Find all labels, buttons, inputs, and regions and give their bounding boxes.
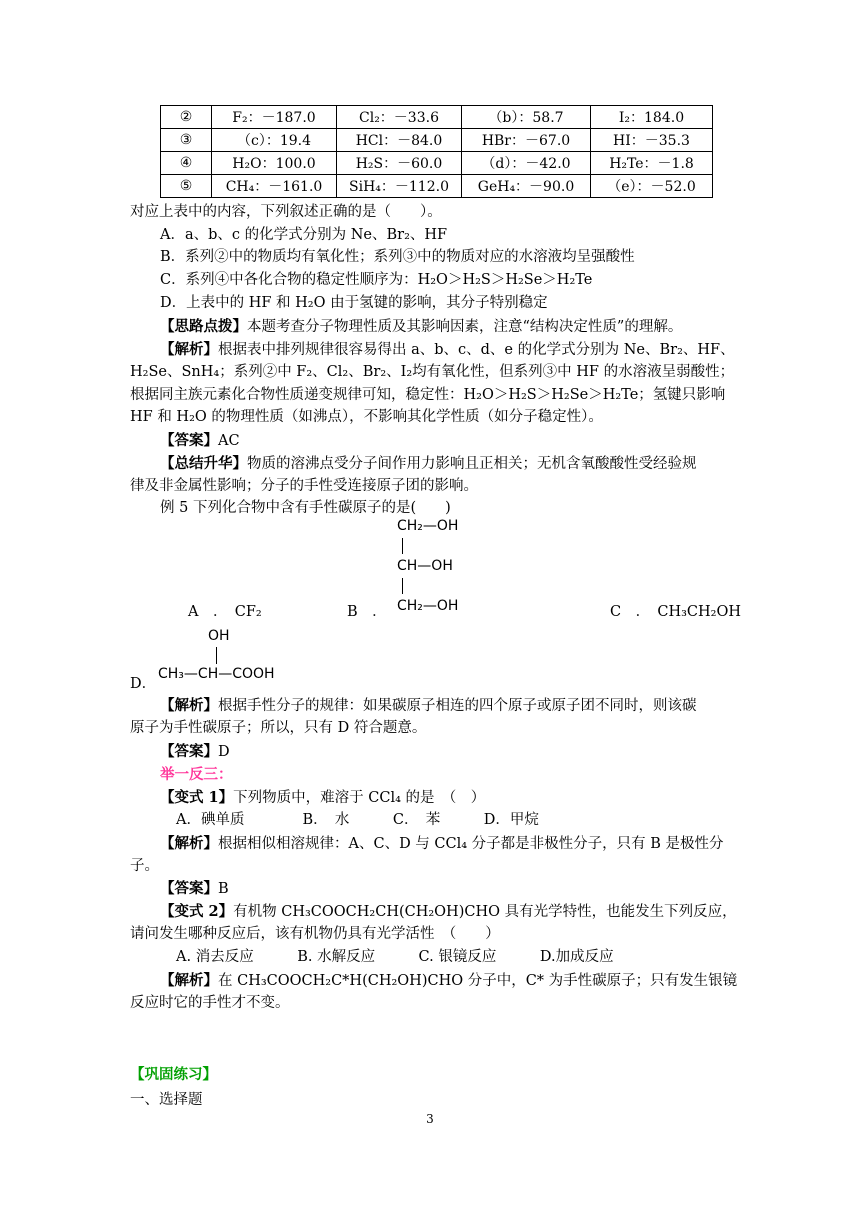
analysis-text: 在 CH₃COOCH₂C*H(CH₂OH)CHO 分子中，C* 为手性碳原子；只有发生银镜 xyxy=(218,973,738,989)
series-index-cell: ⑤ xyxy=(161,175,212,198)
table-cell: SiH₄：－112.0 xyxy=(337,175,462,198)
v1-stem xyxy=(160,786,735,810)
option-c-formula: CH₃CH₂OH xyxy=(657,604,741,620)
analysis-tag: 【解析】 xyxy=(160,697,218,714)
table-cell: Cl₂：－33.6 xyxy=(337,106,462,129)
practice-subtitle: 一、选择题 xyxy=(130,1092,203,1108)
q4-summary-line2: 律及非金属性影响；分子的手性受连接原子团的影响。 xyxy=(130,478,478,494)
table-cell: HCl：－84.0 xyxy=(337,129,462,152)
v1-answer xyxy=(160,877,735,901)
summary-tag: 【总结升华】 xyxy=(160,455,247,472)
table-cell: H₂O：100.0 xyxy=(212,152,337,175)
table-cell: （d）：－42.0 xyxy=(462,152,591,175)
table-row xyxy=(161,106,713,129)
summary-text: 物质的溶沸点受分子间作用力影响且正相关；无机含氧酸酸性受经验规 xyxy=(247,456,697,472)
answer-text: AC xyxy=(218,433,240,449)
q5-answer xyxy=(160,740,735,764)
table-cell: I₂：184.0 xyxy=(591,106,713,129)
q5-analysis-line2: 原子为手性碳原子；所以，只有 D 符合题意。 xyxy=(130,720,427,736)
analysis-text: 根据相似相溶规律：A、C、D 与 CCl₄ 分子都是非极性分子，只有 B 是极性分 xyxy=(218,836,724,852)
table-row xyxy=(161,152,713,175)
v2-tag: 【变式 2】 xyxy=(160,903,234,920)
answer-tag: 【答案】 xyxy=(160,880,218,897)
page-number: 3 xyxy=(426,1112,434,1126)
q4-stem: 对应上表中的内容，下列叙述正确的是（ ）。 xyxy=(130,204,442,220)
practice-title: 【巩固练习】 xyxy=(130,1066,217,1083)
q4-analysis-line4: HF 和 H₂O 的物理性质（如沸点），不影响其化学性质（如分子稳定性）。 xyxy=(130,409,603,425)
hydroxyl-group: OH xyxy=(208,628,230,644)
answer-tag: 【答案】 xyxy=(160,743,218,760)
q5-option-a xyxy=(188,600,262,621)
q5-option-b-label: B ． xyxy=(347,604,387,620)
series-index-cell: ② xyxy=(161,106,212,129)
q4-option-d: D．上表中的 HF 和 H₂O 由于氢键的影响，其分子特别稳定 xyxy=(160,295,548,311)
bond-vertical xyxy=(402,578,403,594)
answer-text: D xyxy=(218,744,230,760)
q4-option-a: A．a、b、c 的化学式分别为 Ne、Br₂、HF xyxy=(160,227,448,243)
section-title: 举一反三： xyxy=(160,766,233,783)
table-cell: CH₄：－161.0 xyxy=(212,175,337,198)
v1-tag: 【变式 1】 xyxy=(160,789,234,806)
table-row xyxy=(161,175,713,198)
q4-hint xyxy=(160,315,735,339)
answer-tag: 【答案】 xyxy=(160,432,218,449)
option-c-label: C ． xyxy=(610,604,643,620)
q5-stem: 例 5 下列化合物中含有手性碳原子的是( ) xyxy=(160,500,451,516)
bond-vertical xyxy=(402,538,403,554)
v1-options: A．碘单质 B． 水 C． 苯 D．甲烷 xyxy=(176,812,539,828)
table-cell: F₂：－187.0 xyxy=(212,106,337,129)
analysis-tag: 【解析】 xyxy=(160,972,218,989)
hint-text: 本题考查分子物理性质及其影响因素，注意“结构决定性质”的理解。 xyxy=(247,319,683,335)
q4-analysis-line2: H₂Se、SnH₄；系列②中 F₂、Cl₂、Br₂、I₂均有氧化性，但系列③中 HF 的水溶液呈弱酸性； xyxy=(130,364,735,380)
q4-option-c: C．系列④中各化合物的稳定性顺序为：H₂O＞H₂S＞H₂Se＞H₂Te xyxy=(160,272,593,288)
option-a-formula: CF₂ xyxy=(234,604,262,620)
v1-analysis-line1 xyxy=(160,832,735,856)
v1-analysis-line2: 子。 xyxy=(130,858,159,874)
table-cell: GeH₄：－90.0 xyxy=(462,175,591,198)
table-cell: H₂S：－60.0 xyxy=(337,152,462,175)
glycerol-line2: CH—OH xyxy=(397,558,453,574)
table-cell: （e）：－52.0 xyxy=(591,175,713,198)
v2-options: A. 消去反应 B. 水解反应 C. 银镜反应 D.加成反应 xyxy=(176,949,614,965)
series-index-cell: ④ xyxy=(161,152,212,175)
q5-option-c xyxy=(610,600,741,621)
answer-text: B xyxy=(218,881,229,897)
v2-stem-text: 有机物 CH₃COOCH₂CH(CH₂OH)CHO 具有光学特性，也能发生下列反应， xyxy=(233,904,737,920)
q4-analysis-line3: 根据同主族元素化合物性质递变规律可知，稳定性：H₂O＞H₂S＞H₂Se＞H₂Te；氢键只影响 xyxy=(130,387,726,403)
hint-tag: 【思路点拨】 xyxy=(160,318,247,335)
q4-summary-line1 xyxy=(160,452,735,476)
boiling-point-table xyxy=(160,105,713,198)
q5-option-d-label: D． xyxy=(130,676,157,692)
series-index-cell: ③ xyxy=(161,129,212,152)
v2-stem-line1 xyxy=(160,900,735,924)
v2-analysis-line1 xyxy=(160,969,738,993)
table-row xyxy=(161,129,713,152)
table-cell: HBr：－67.0 xyxy=(462,129,591,152)
analysis-tag: 【解析】 xyxy=(160,835,218,852)
analysis-tag: 【解析】 xyxy=(160,341,218,358)
lactic-acid-main-chain: CH₃—CH—COOH xyxy=(158,666,275,682)
q4-analysis-line1 xyxy=(160,338,735,362)
bond-vertical xyxy=(216,647,217,664)
q5-analysis-line1 xyxy=(160,694,735,718)
v1-stem-text: 下列物质中，难溶于 CCl₄ 的是 （ ） xyxy=(233,790,486,806)
glycerol-line3: CH₂—OH xyxy=(397,598,459,614)
v2-analysis-line2: 反应时它的手性才不变。 xyxy=(130,995,290,1011)
analysis-text: 根据表中排列规律很容易得出 a、b、c、d、e 的化学式分别为 Ne、Br₂、HF、 xyxy=(218,342,735,358)
q4-option-b: B．系列②中的物质均有氧化性；系列③中的物质对应的水溶液均呈强酸性 xyxy=(160,249,635,265)
option-a-label: A ． xyxy=(188,604,221,620)
table-cell: H₂Te：－1.8 xyxy=(591,152,713,175)
table-cell: （b）：58.7 xyxy=(462,106,591,129)
q4-answer xyxy=(160,429,735,453)
analysis-text: 根据手性分子的规律：如果碳原子相连的四个原子或原子团不同时，则该碳 xyxy=(218,698,697,714)
table-cell: （c）：19.4 xyxy=(212,129,337,152)
v2-stem-line2: 请问发生哪种反应后，该有机物仍具有光学活性 （ ） xyxy=(130,926,500,942)
table-cell: HI：－35.3 xyxy=(591,129,713,152)
glycerol-line1: CH₂—OH xyxy=(397,518,459,534)
